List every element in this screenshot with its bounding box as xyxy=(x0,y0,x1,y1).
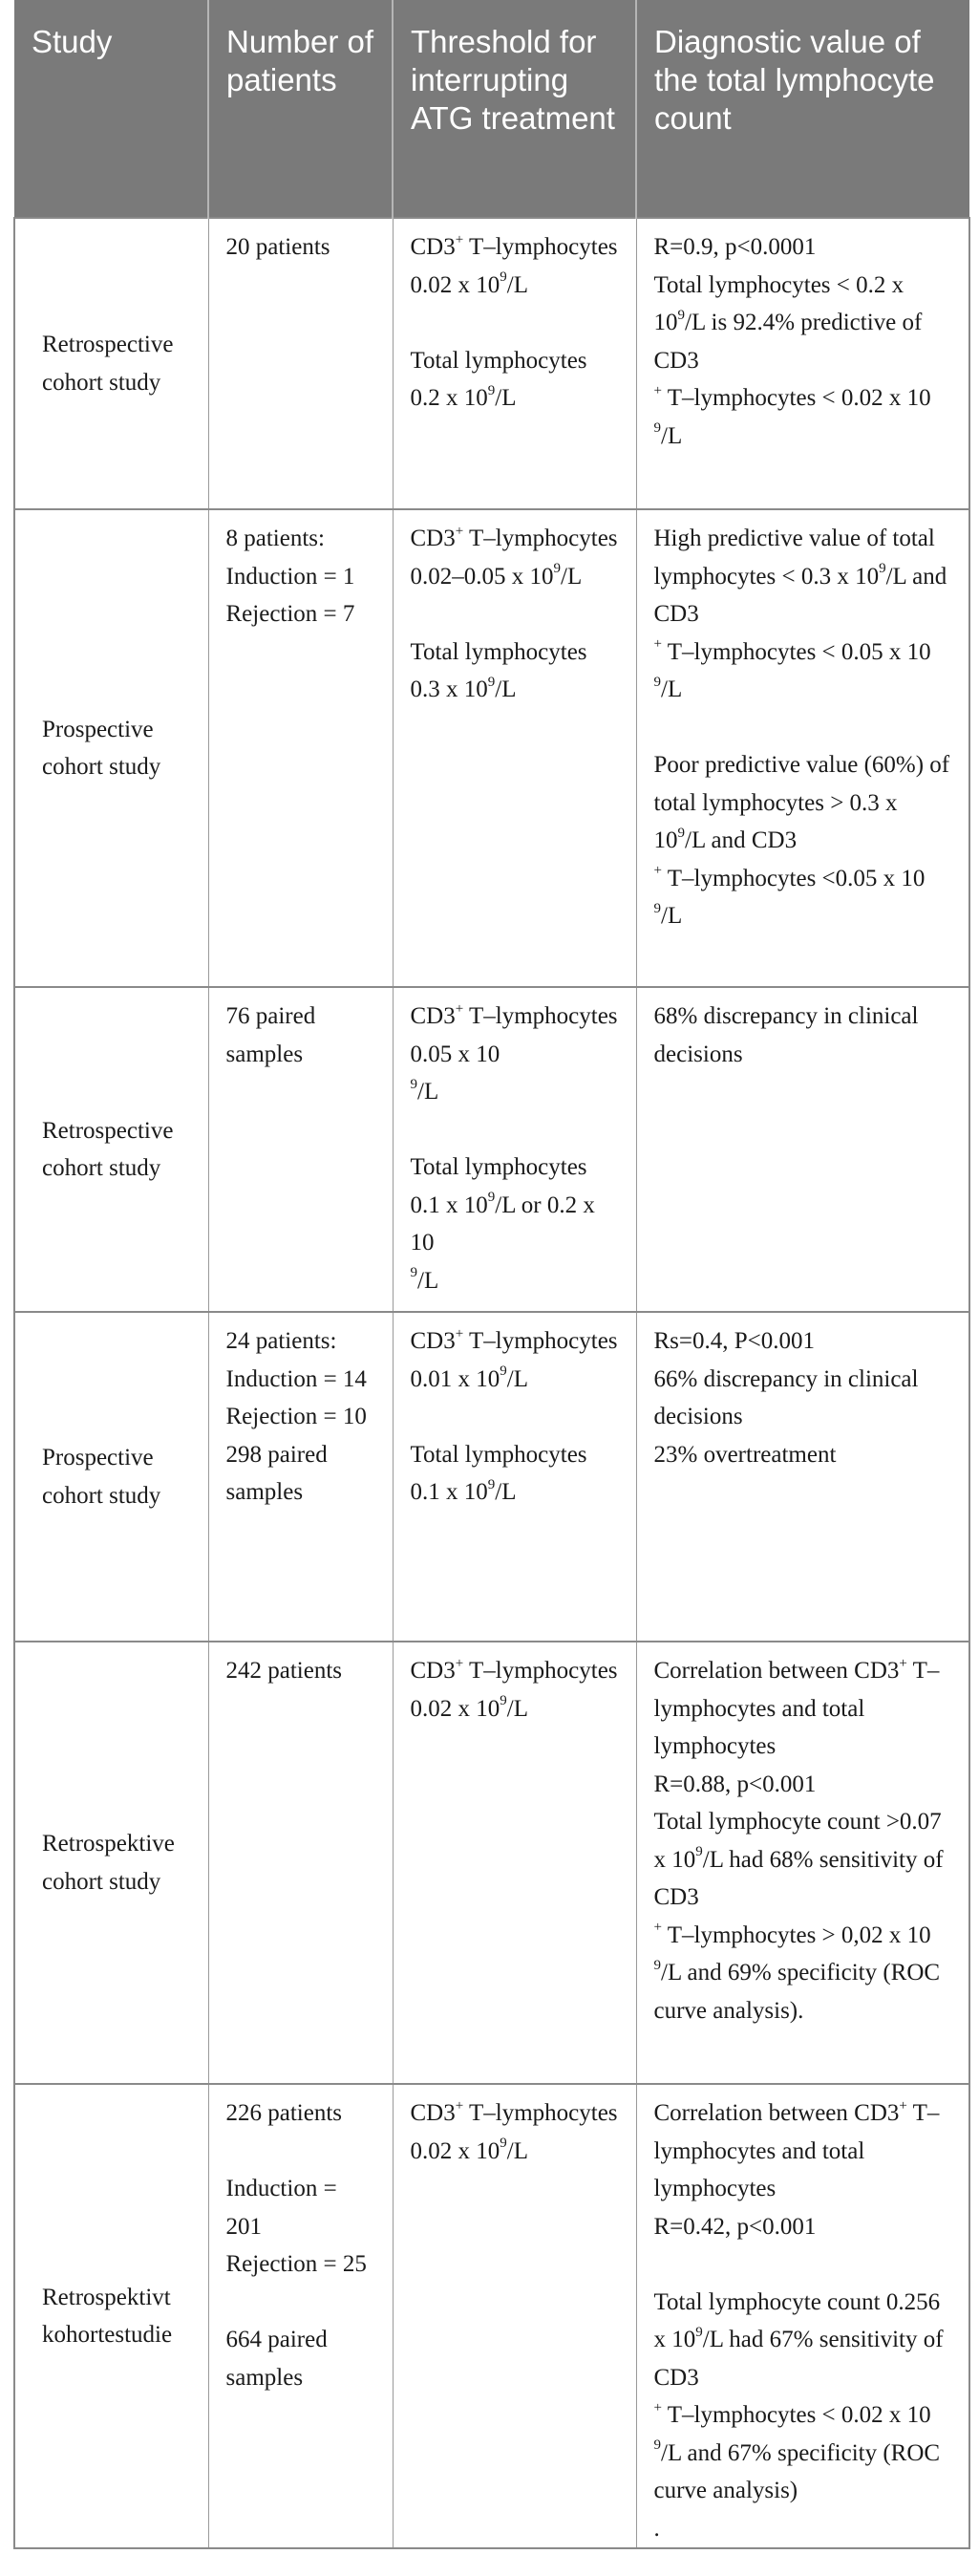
cell-line xyxy=(654,2208,954,2246)
superscript: 9 xyxy=(487,1190,496,1206)
text-segment: /L or 0.2 x 10 xyxy=(410,1191,602,1256)
text-segment: 0.3 x 10 xyxy=(410,676,488,702)
text-segment: T–lymphocytes xyxy=(463,1328,618,1354)
table-row xyxy=(14,1642,969,2084)
cell-number-of-patients xyxy=(208,2084,393,2548)
text-segment: /L and 69% specificity (ROC curve analysis). xyxy=(653,1960,947,2024)
cell-line xyxy=(411,1652,621,1690)
superscript: + xyxy=(455,1325,464,1342)
cell-number-of-patients xyxy=(208,1642,393,2084)
cell-diagnostic-value xyxy=(636,987,969,1312)
text-segment: Rs=0.4, P<0.001 xyxy=(653,1328,816,1354)
table-row xyxy=(14,218,969,509)
text-segment: /L xyxy=(495,676,517,702)
cell-line: 664 paired samples xyxy=(225,2327,333,2391)
cell-line xyxy=(654,2284,954,2397)
superscript: + xyxy=(653,2399,662,2415)
cell-line xyxy=(411,1111,621,1149)
superscript: + xyxy=(653,1920,662,1936)
cell-line: 24 patients: xyxy=(225,1328,337,1354)
superscript: 9 xyxy=(695,1844,703,1860)
cell-line xyxy=(654,1436,954,1474)
cell-line xyxy=(411,595,621,633)
text-segment: /L xyxy=(417,1079,439,1105)
cell-line xyxy=(411,2094,621,2133)
text-segment: CD3 xyxy=(410,1003,456,1029)
header-threshold: Threshold for interrupting ATG treatment xyxy=(393,0,636,218)
superscript: 9 xyxy=(653,2437,661,2454)
cell-line xyxy=(411,2133,621,2171)
cell-line: 226 patients xyxy=(225,2100,343,2126)
cell-line xyxy=(226,2284,377,2322)
text-segment: T–lymphocytes <0.05 x 10 xyxy=(661,865,926,891)
superscript: 9 xyxy=(500,1363,507,1380)
superscript: 9 xyxy=(410,1076,417,1092)
cell-line xyxy=(411,304,621,342)
superscript: 9 xyxy=(653,420,661,437)
text-segment: CD3 xyxy=(410,2100,456,2126)
text-segment: /L xyxy=(661,903,683,929)
cell-line xyxy=(654,709,954,747)
superscript: 9 xyxy=(677,825,685,841)
superscript: + xyxy=(653,636,662,653)
cell-line xyxy=(411,379,621,418)
cell-line xyxy=(654,228,954,267)
text-segment: /L xyxy=(506,2137,528,2164)
cell-line xyxy=(411,671,621,709)
table-row xyxy=(14,509,969,987)
cell-line: 20 patients xyxy=(225,234,330,260)
text-segment: 0.01 x 10 xyxy=(410,1365,500,1392)
cell-study: Retrospective cohort study xyxy=(14,987,208,1312)
cell-line xyxy=(654,1652,954,1766)
cell-line xyxy=(411,520,621,558)
cell-line: Induction = 14 xyxy=(225,1365,367,1392)
text-segment: /L had 67% sensitivity of CD3 xyxy=(653,2327,949,2391)
text-segment: T–lymphocytes xyxy=(463,2100,618,2126)
cell-line xyxy=(411,1073,621,1111)
cell-threshold xyxy=(393,1642,636,2084)
cell-line xyxy=(411,342,621,380)
text-segment: /L and 67% specificity (ROC curve analysis) xyxy=(653,2439,947,2503)
cell-line xyxy=(654,860,954,898)
text-segment: /L xyxy=(661,676,683,702)
superscript: + xyxy=(653,382,662,398)
cell-line xyxy=(654,897,954,935)
cell-number-of-patients xyxy=(208,987,393,1312)
superscript: 9 xyxy=(695,2324,703,2340)
text-segment: Total lymphocyte count >0.07 x 10 xyxy=(653,1809,947,1873)
text-segment: R=0.9, p<0.0001 xyxy=(653,234,817,260)
table-row xyxy=(14,987,969,1312)
text-segment: /L xyxy=(506,271,528,298)
header-diagnostic-value: Diagnostic value of the total lymphocyte count xyxy=(636,0,969,218)
cell-threshold xyxy=(393,1312,636,1642)
cell-line xyxy=(410,998,624,1073)
cell-line xyxy=(411,1436,621,1474)
cell-number-of-patients xyxy=(208,218,393,509)
superscript: 9 xyxy=(653,900,661,916)
text-segment: Total lymphocytes 0.1 x 10 xyxy=(410,1154,593,1218)
superscript: 9 xyxy=(500,1693,507,1709)
superscript: + xyxy=(455,1655,464,1671)
text-segment: 0.2 x 10 xyxy=(410,385,488,411)
cell-study: Prospective cohort study xyxy=(14,1312,208,1642)
text-segment: /L xyxy=(506,1695,528,1722)
cell-line xyxy=(654,2094,954,2208)
superscript: 9 xyxy=(487,1476,496,1492)
text-segment: /L and CD3 xyxy=(653,563,953,627)
cell-line xyxy=(654,418,954,456)
superscript: + xyxy=(899,1655,907,1671)
cell-line xyxy=(654,379,954,418)
cell-study: Retrospektivt kohortestudie xyxy=(14,2084,208,2548)
text-segment: T–lymphocytes xyxy=(463,234,618,260)
lymphocyte-table xyxy=(13,0,970,2549)
superscript: 9 xyxy=(487,674,496,690)
cell-line xyxy=(654,2245,954,2284)
cell-line xyxy=(654,633,954,672)
cell-line xyxy=(654,1917,954,1955)
table-header-row xyxy=(14,0,969,218)
cell-line: Induction = 201 xyxy=(225,2176,343,2240)
text-segment: Correlation between CD3 xyxy=(653,2100,900,2126)
cell-line xyxy=(411,228,621,267)
superscript: 9 xyxy=(677,307,685,323)
cell-line xyxy=(226,2133,377,2171)
text-segment: /L xyxy=(506,1365,528,1392)
cell-line xyxy=(411,633,621,672)
cell-diagnostic-value xyxy=(636,2084,969,2548)
superscript: + xyxy=(653,863,662,879)
text-segment: 68% discrepancy in clinical decisions xyxy=(653,1003,925,1067)
text-segment: T–lymphocytes and total lymphocytes xyxy=(653,1658,940,1759)
text-segment: T–lymphocytes xyxy=(463,526,618,551)
cell-line xyxy=(654,2435,954,2510)
cell-line: 242 patients xyxy=(225,1658,343,1684)
cell-line xyxy=(411,1322,621,1361)
cell-diagnostic-value xyxy=(636,1642,969,2084)
table-row xyxy=(14,2084,969,2548)
cell-line xyxy=(411,1398,621,1436)
cell-threshold xyxy=(393,2084,636,2548)
cell-line xyxy=(654,1322,954,1361)
text-segment: . xyxy=(653,2515,660,2542)
superscript: 9 xyxy=(500,2136,507,2152)
lymphocyte-table-container xyxy=(13,0,968,2549)
cell-threshold xyxy=(393,987,636,1312)
text-segment: T–lymphocytes > 0,02 x 10 xyxy=(661,1921,931,1948)
text-segment: 0.02 x 10 xyxy=(410,271,500,298)
text-segment: 0.02 x 10 xyxy=(410,1695,500,1722)
cell-line xyxy=(654,1803,954,1917)
text-segment: R=0.88, p<0.001 xyxy=(653,1771,817,1797)
text-segment: Total lymphocytes < 0.2 x 10 xyxy=(653,271,910,335)
text-segment: CD3 xyxy=(410,1658,456,1684)
cell-line xyxy=(411,267,621,305)
cell-line: Rejection = 7 xyxy=(225,601,355,627)
cell-study: Retrospective cohort study xyxy=(14,218,208,509)
text-segment: T–lymphocytes xyxy=(463,1658,618,1684)
table-body xyxy=(14,218,969,2548)
text-segment: Correlation between CD3 xyxy=(653,1658,900,1684)
text-segment: CD3 xyxy=(410,234,456,260)
cell-threshold xyxy=(393,509,636,987)
text-segment: Total lymphocytes xyxy=(410,347,587,374)
cell-line xyxy=(654,1954,954,2029)
text-segment: T–lymphocytes < 0.02 x 10 xyxy=(661,2402,931,2428)
text-segment: 66% discrepancy in clinical decisions xyxy=(653,1365,925,1429)
cell-study: Prospective cohort study xyxy=(14,509,208,987)
superscript: + xyxy=(455,2097,464,2114)
cell-line xyxy=(411,1690,621,1728)
superscript: 9 xyxy=(410,1265,417,1281)
superscript: 9 xyxy=(487,382,496,398)
cell-line: 76 paired samples xyxy=(225,1003,322,1067)
text-segment: High predictive value of total lymphocytes < 0.3 x 10 xyxy=(653,526,942,590)
cell-threshold xyxy=(393,218,636,509)
text-segment: T–lymphocytes 0.05 x 10 xyxy=(410,1003,624,1067)
text-segment: T–lymphocytes < 0.02 x 10 xyxy=(661,385,931,411)
superscript: + xyxy=(455,523,464,539)
text-segment: /L xyxy=(661,422,683,449)
text-segment: T–lymphocytes < 0.05 x 10 xyxy=(661,638,931,665)
table-row xyxy=(14,1312,969,1642)
cell-study: Retrospektive cohort study xyxy=(14,1642,208,2084)
cell-diagnostic-value xyxy=(636,1312,969,1642)
text-segment: /L xyxy=(417,1267,439,1294)
text-segment: Total lymphocytes xyxy=(410,1441,587,1468)
cell-line xyxy=(654,1766,954,1804)
superscript: 9 xyxy=(653,1957,661,1973)
text-segment: CD3 xyxy=(410,1328,456,1354)
cell-line xyxy=(411,1148,621,1262)
text-segment: 0.02 x 10 xyxy=(410,2137,500,2164)
header-number-of-patients: Number of patients xyxy=(208,0,393,218)
cell-line: Induction = 1 xyxy=(225,563,355,590)
cell-line xyxy=(654,267,954,380)
text-segment: 0.1 x 10 xyxy=(410,1479,488,1505)
cell-line xyxy=(654,998,954,1073)
header-study: Study xyxy=(14,0,208,218)
text-segment: /L xyxy=(495,385,517,411)
text-segment: Total lymphocyte count 0.256 x 10 xyxy=(653,2288,947,2352)
text-segment: /L xyxy=(495,1479,517,1505)
text-segment: /L is 92.4% predictive of CD3 xyxy=(653,310,928,374)
cell-number-of-patients xyxy=(208,509,393,987)
cell-line xyxy=(654,2510,954,2548)
superscript: + xyxy=(455,231,464,247)
superscript: 9 xyxy=(653,674,661,690)
cell-line xyxy=(411,1262,621,1300)
cell-line xyxy=(411,1473,621,1512)
cell-line xyxy=(654,2396,954,2435)
cell-line xyxy=(654,671,954,709)
cell-line xyxy=(654,1361,954,1436)
text-segment: /L xyxy=(561,563,583,590)
cell-line: 298 paired samples xyxy=(225,1441,333,1505)
text-segment: T–lymphocytes and total lymphocytes xyxy=(653,2100,940,2201)
text-segment: /L and CD3 xyxy=(685,827,798,853)
text-segment: /L had 68% sensitivity of CD3 xyxy=(653,1846,949,1910)
text-segment: R=0.42, p<0.001 xyxy=(653,2213,817,2240)
cell-line: 8 patients: xyxy=(225,526,325,551)
text-segment: Total lymphocytes xyxy=(410,638,587,665)
text-segment: 0.02–0.05 x 10 xyxy=(410,563,554,590)
cell-line xyxy=(654,746,954,860)
text-segment: 23% overtreatment xyxy=(653,1441,837,1468)
text-segment: CD3 xyxy=(410,526,456,551)
cell-line: Rejection = 10 xyxy=(225,1404,367,1429)
cell-number-of-patients xyxy=(208,1312,393,1642)
superscript: + xyxy=(455,1000,464,1017)
superscript: 9 xyxy=(553,561,561,577)
cell-line xyxy=(411,558,621,596)
cell-diagnostic-value xyxy=(636,509,969,987)
cell-line: Rejection = 25 xyxy=(225,2251,367,2277)
superscript: + xyxy=(899,2097,907,2114)
superscript: 9 xyxy=(879,561,886,577)
cell-diagnostic-value xyxy=(636,218,969,509)
superscript: 9 xyxy=(500,269,507,286)
cell-line xyxy=(411,1361,621,1399)
cell-line xyxy=(654,520,954,633)
text-segment: Poor predictive value (60%) of total lymphocytes > 0.3 x 10 xyxy=(653,752,956,853)
